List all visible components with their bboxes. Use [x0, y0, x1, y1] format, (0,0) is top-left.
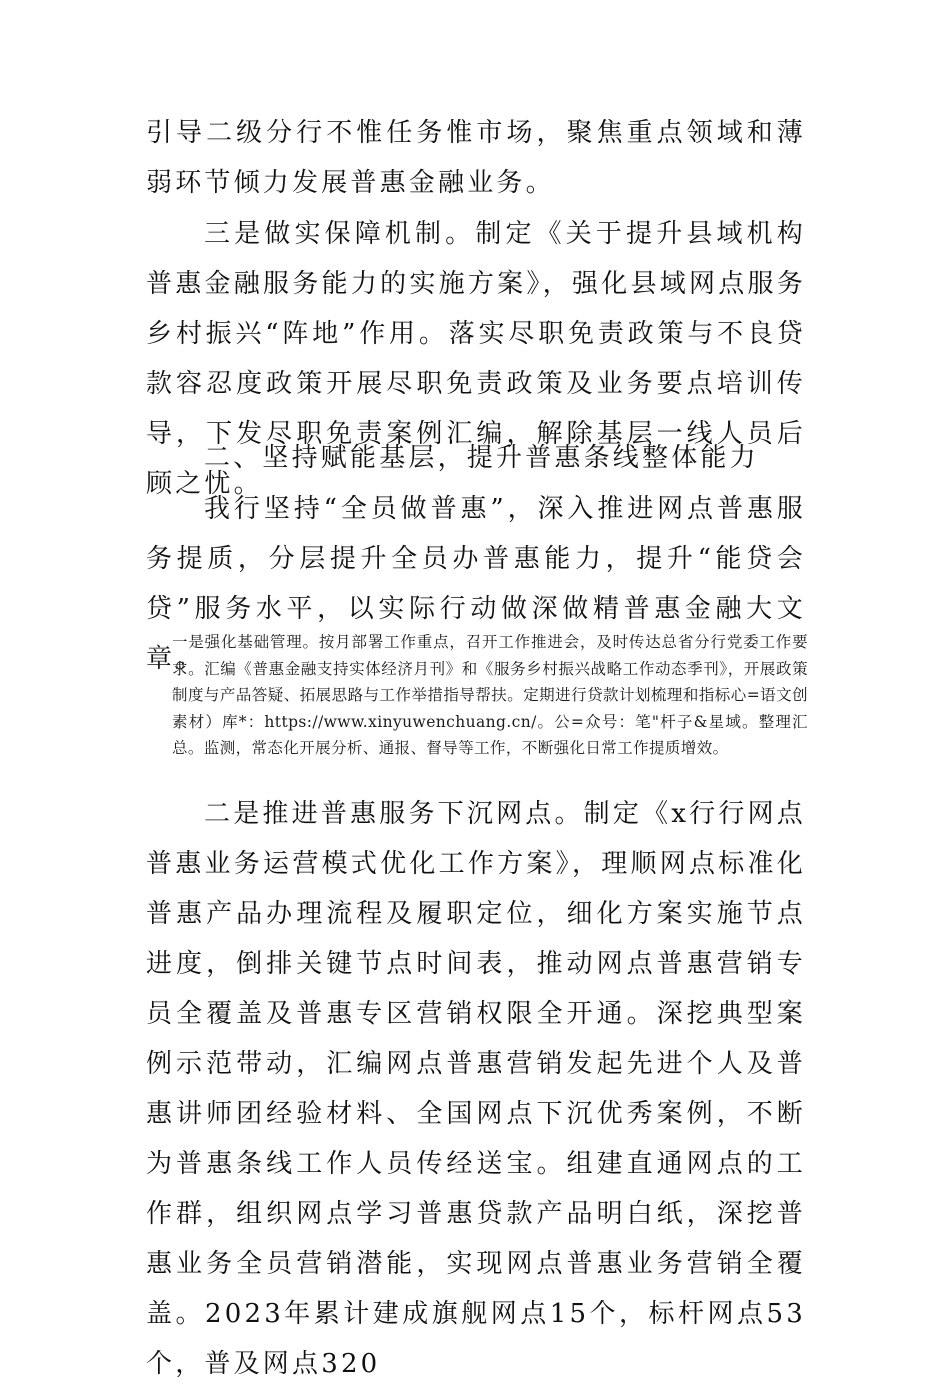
paragraph-service-to-outlets: 二是推进普惠服务下沉网点。制定《x行行网点普惠业务运营模式优化工作方案》，理顺网点标准化普惠产品办理流程及履职定位，细化方案实施节点进度，倒排关键节点时间表，推动网点普惠营销专员全覆盖及普惠专区营销权限全开通。深挖典型案例示范带动，汇编网点普惠营销发起先进个人及普惠讲师团经验材料、全国网点下沉优秀案例，不断为普惠条线工作人员传经送宝。组建直通网点的工作群，组织网点学习普惠贷款产品明白纸，深挖普惠业务全员营销潜能，实现网点普惠业务营销全覆盖。2023年累计建成旗舰网点15个，标杆网点53个，普及网点320 [146, 799, 806, 1379]
paragraph-guarantee-mechanism: 三是做实保障机制。制定《关于提升县域机构普惠金融服务能力的实施方案》，强化县域网点服务乡村振兴“阵地”作用。落实尽职免责政策与不良贷款容忍度政策开展尽职免责政策及业务要点培训传导，下发尽职免责案例汇编，解除基层一线人员后顾之忧。 [146, 219, 806, 499]
section-heading: 二、坚持赋能基层，提升普惠条线整体能力 [204, 443, 759, 473]
paragraph-continuation: 引导二级分行不惟任务惟市场，聚焦重点领域和薄弱环节倾力发展普惠金融业务。 [146, 118, 806, 198]
paragraph-basic-management: 一是强化基础管理。按月部署工作重点，召开工作推进会，及时传达总省分行党委工作要求。汇编《普惠金融支持实体经济月刊》和《服务乡村振兴战略工作动态季刊》，开展政策制度与产品答疑、拓展思路与工作举措指导帮扶。定期进行贷款计划梳理和指标心=语文创素材）库*：https://www.xinyuwenchuang.cn/。公=众号：笔"杆子&星域。整理汇总。监测，常态化开展分析、通报、督导等工作，不断强化日常工作提质增效。 [172, 633, 808, 757]
paragraph-all-staff-inclusive: 我行坚持“全员做普惠”，深入推进网点普惠服务提质，分层提升全员办普惠能力，提升“能贷会贷”服务水平，以实际行动做深做精普惠金融大文章。 [146, 494, 806, 674]
